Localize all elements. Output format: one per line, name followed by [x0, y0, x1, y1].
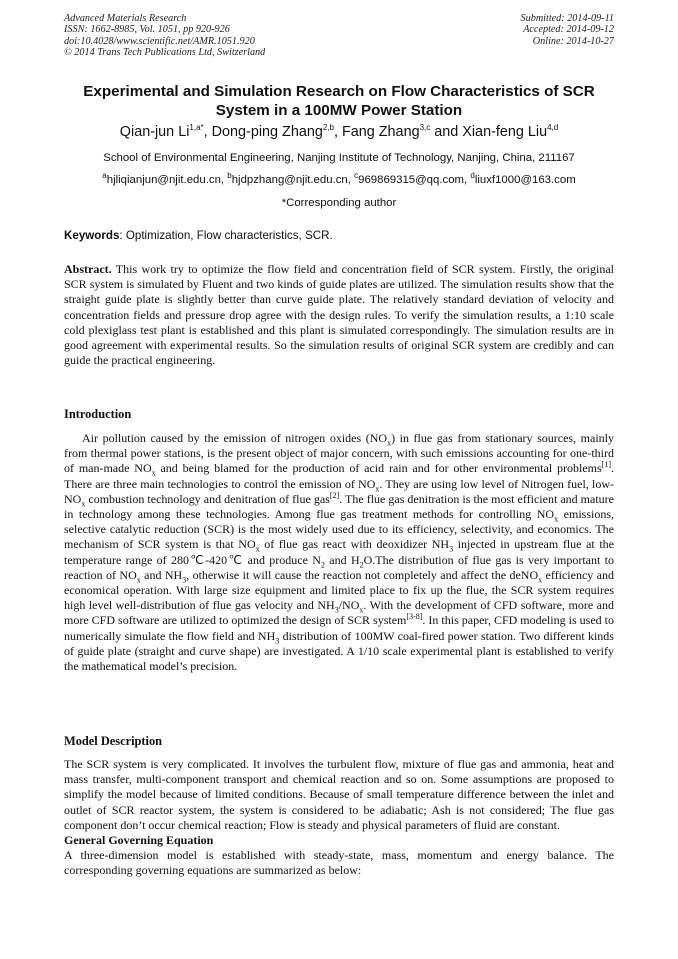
- abstract: [64, 262, 614, 368]
- citation[interactable]: [1]: [601, 460, 611, 470]
- author-separator: ,: [333, 124, 342, 140]
- intro-text: . There are three main technologies to control the emission of NO: [64, 461, 614, 491]
- intro-text: and being blamed for the production of acid rain and for other environmental problems: [155, 461, 602, 476]
- header-left: [64, 13, 265, 59]
- email-list: [30, 171, 648, 186]
- intro-text: /NO: [338, 598, 360, 613]
- model-paragraph: The SCR system is very complicated. It involves the turbulent flow, mixture of flue gas and ammonia, heat and mass transfer, multi-component transport and chemical reaction and so on. Some assumptions are proposed to simplify the model because of limited conditions. Because of small temperature difference between the inlet and outlet of SCR reactor system, the system is considered to be adiabatic; Ash is not considered; The flue gas component don’t occur chemical reaction; Flow is steady and physical parameters of fluid are constant.: [64, 757, 614, 832]
- citation[interactable]: [2]: [329, 490, 340, 500]
- author-name: Qian-jun Li: [119, 124, 190, 140]
- journal-name: Advanced Materials Research: [64, 13, 187, 24]
- intro-text: combustion technology and denitration of flue gas: [85, 491, 330, 506]
- author-name: Fang Zhang: [341, 124, 420, 140]
- email-mark: a: [102, 171, 107, 181]
- author-name: Dong-ping Zhang: [211, 124, 323, 140]
- subscript: x: [538, 575, 543, 585]
- subscript: x: [359, 605, 364, 615]
- keywords-text: : Optimization, Flow characteristics, SCR.: [119, 229, 333, 242]
- subscript: 2: [320, 560, 325, 570]
- email-address[interactable]: liuxf1000@163.com: [474, 174, 576, 186]
- intro-text: . With the development of CFD software, more and more CFD software are utilized to optimized the design of SCR system: [64, 598, 615, 628]
- subscript: x: [136, 575, 141, 585]
- doi: doi:10.4028/www.scientific.net/AMR.1051.920: [64, 35, 255, 47]
- subscript: x: [387, 438, 392, 448]
- online-date: Online: 2014-10-27: [532, 35, 614, 47]
- intro-text: emissions, selective catalytic reduction (SCR) is the most widely used due to its efficiency, selectivity, and economics. The mechanism of SCR system is that NO: [64, 507, 614, 552]
- email-address[interactable]: hjliqianjun@njit.edu.cn: [106, 174, 221, 186]
- author-separator: and: [430, 124, 463, 140]
- intro-text: and H: [324, 552, 360, 567]
- introduction-paragraph: [64, 431, 614, 674]
- paper-title: Experimental and Simulation Research on Flow Characteristics of SCR System in a 100MW Power Station: [83, 83, 595, 119]
- abstract-label: Abstract.: [64, 262, 112, 276]
- subscript: x: [375, 484, 380, 493]
- intro-text: ) in flue gas from stationary sources, mainly from thermal power stations, is the present object of major concern, with such emissions accounting for one-third of man-made NO: [64, 431, 615, 476]
- submitted-date: Submitted: 2014-09-11: [520, 13, 614, 24]
- subscript: 3: [334, 605, 339, 615]
- intro-text: . The flue gas denitration is the most efficient and mature in technology among these technologies. Among flue gas treatment methods for controlling NO: [64, 491, 614, 522]
- intro-text: of flue gas react with deoxidizer NH: [259, 537, 450, 552]
- corresponding-note: *Corresponding author: [281, 197, 397, 209]
- keywords: [64, 229, 614, 242]
- affiliation: School of Environmental Engineering, Nanjing Institute of Technology, Nanjing, China, 211167: [103, 152, 575, 164]
- email-mark: c: [354, 171, 359, 181]
- governing-equation-subheading: General Governing Equation: [64, 833, 214, 848]
- abstract-text: This work try to optimize the flow field and concentration field of SCR system. Firstly, the original SCR system is simulated by Fluent and two kinds of guide plates are utilized. The simulation results show that the straight guide plate is slightly better than curve guide plate. The relatively standard deviation of velocity and concentration fields and pressure drop agree with the design rules. To verify the simulation results, a 1:10 scale cold plexiglass test plant is established and this plant is simulated correspondingly. The simulation results are in good agreement with experimental results. So the simulation results of original SCR system are credibly and can guide the practical engineering.: [64, 262, 614, 368]
- governing-equation-paragraph: A three-dimension model is established with steady-state, mass, momentum and energy balance. The corresponding governing equations are summarized as below:: [64, 848, 614, 878]
- email-address[interactable]: hjdpzhang@njit.edu.cn: [231, 174, 348, 186]
- author-affil-mark: 4,d: [547, 123, 559, 133]
- author-list: [40, 124, 638, 140]
- author-affil-mark: 1,a*: [189, 123, 204, 133]
- subscript: 2: [359, 560, 364, 570]
- email-separator: ,: [220, 174, 228, 186]
- intro-text: . In this paper, CFD modeling is used to numerically simulate the flow field and NH: [64, 613, 614, 643]
- header-right: [521, 13, 614, 47]
- email-mark: b: [227, 171, 232, 181]
- email-mark: d: [470, 171, 475, 181]
- accepted-date: Accepted: 2014-09-12: [523, 24, 614, 36]
- copyright: © 2014 Trans Tech Publications Ltd, Switzerland: [64, 47, 266, 59]
- issn: ISSN: 1662-8985, Vol. 1051, pp 920-926: [64, 24, 230, 36]
- email-separator: ,: [347, 174, 355, 186]
- email-separator: ,: [464, 174, 471, 186]
- keywords-label: Keywords: [64, 229, 120, 242]
- intro-text: and NH: [140, 567, 183, 582]
- intro-text: Air pollution caused by the emission of nitrogen oxides (NO: [82, 431, 388, 445]
- intro-text: distribution of 100MW coal-fired power station. Two different kinds of guide plate (straight and curve shape) are investigated. A 1/10 scale experimental plant is established to verify the mathematical model’s precision.: [64, 628, 614, 674]
- intro-text: injected in upstream flue at the temperature range of 280℃-420℃ and produce N: [64, 537, 615, 567]
- intro-text: O.The distribution of flue gas is very important to reaction of NO: [64, 552, 614, 582]
- introduction-heading: Introduction: [64, 407, 132, 421]
- subscript: 3: [182, 575, 187, 585]
- intro-text: . They are using low level of Nitrogen fuel, low-NO: [64, 476, 615, 506]
- subscript: x: [255, 544, 260, 554]
- author-separator: ,: [203, 124, 212, 140]
- model-description-heading: Model Description: [64, 734, 163, 748]
- author-affil-mark: 2,b: [322, 123, 334, 133]
- subscript: 3: [449, 544, 454, 554]
- model-description: [64, 757, 614, 879]
- author-affil-mark: 3,c: [419, 123, 431, 133]
- email-address[interactable]: 969869315@qq.com: [358, 174, 465, 186]
- subscript: x: [151, 468, 156, 478]
- intro-text: , otherwise it will cause the reaction not completely and affect the deNO: [186, 567, 539, 582]
- subscript: x: [554, 514, 559, 524]
- author-name: Xian-feng Liu: [462, 124, 548, 140]
- citation[interactable]: [3-8]: [406, 612, 423, 622]
- subscript: 3: [275, 636, 280, 646]
- intro-text: efficiency and economical operation. With large size equipment and limited place to fix up the flue, the SCR system requires high level well-distribution of flue gas velocity and NH: [64, 567, 614, 613]
- subscript: x: [81, 499, 86, 509]
